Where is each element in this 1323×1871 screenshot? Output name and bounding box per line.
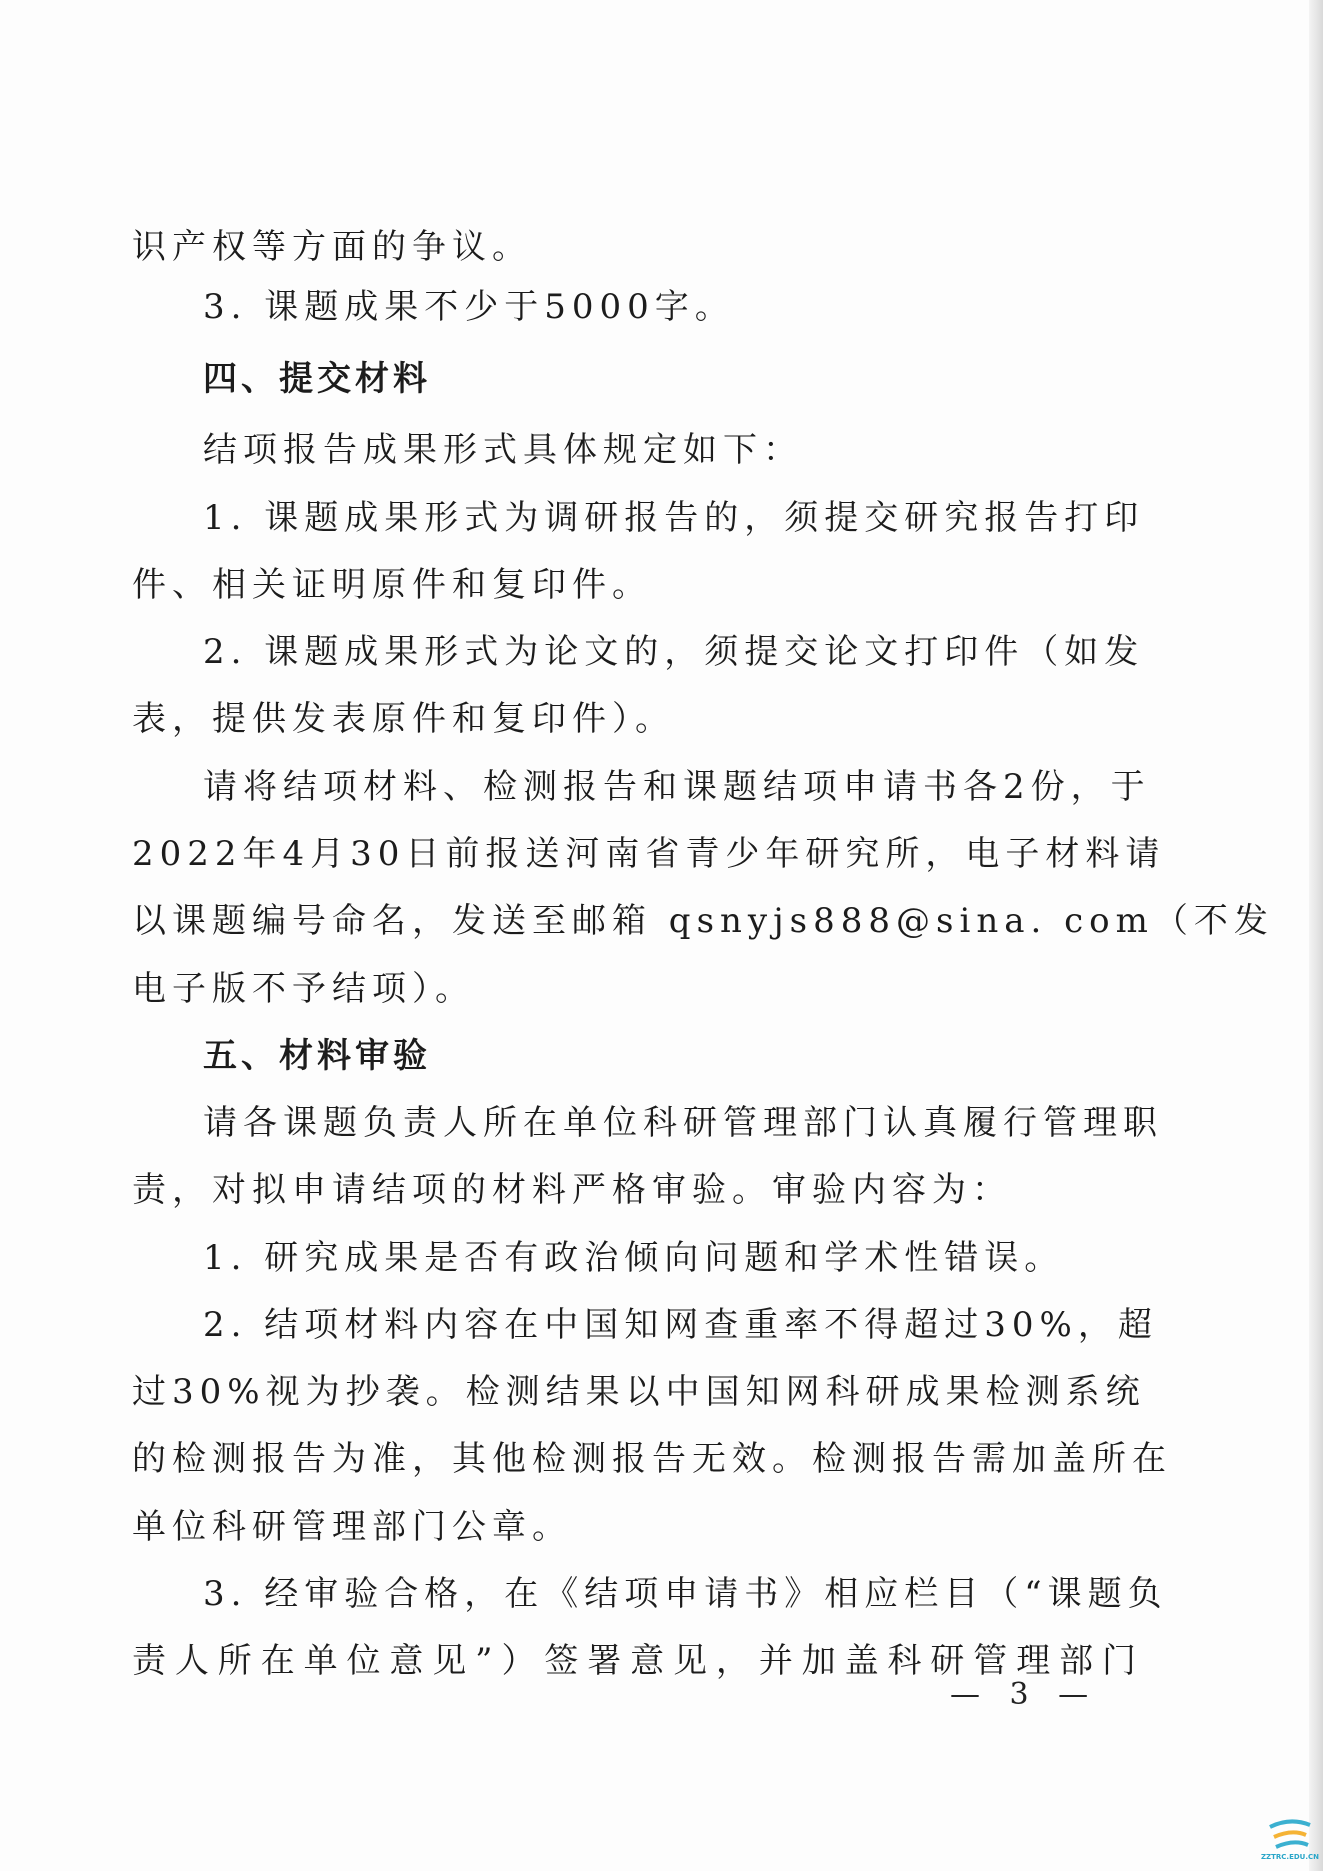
- review-item-2-line-2: 过30%视为抄袭。检测结果以中国知网科研成果检测系统: [132, 1372, 1146, 1412]
- item-1-line-1: 1. 课题成果形式为调研报告的，须提交研究报告打印: [203, 498, 1145, 538]
- review-para-line-2: 责，对拟申请结项的材料严格审验。审验内容为：: [132, 1170, 1012, 1210]
- review-item-2-line-4: 单位科研管理部门公章。: [132, 1507, 572, 1547]
- review-item-2-line-3: 的检测报告为准，其他检测报告无效。检测报告需加盖所在: [132, 1439, 1172, 1479]
- watermark-swirl-icon: [1260, 1815, 1320, 1855]
- review-item-1: 1. 研究成果是否有政治倾向问题和学术性错误。: [203, 1238, 1065, 1278]
- item-2-line-1: 2. 课题成果形式为论文的，须提交论文打印件（如发: [203, 632, 1145, 672]
- submit-para-line-4: 电子版不予结项）。: [132, 969, 475, 1009]
- item-3-words: 3. 课题成果不少于5000字。: [203, 287, 735, 327]
- watermark-text: ZZTRC.EDU.CN: [1260, 1853, 1320, 1861]
- submit-para-line-2: 2022年4月30日前报送河南省青少年研究所，电子材料请: [132, 834, 1166, 874]
- review-item-3-line-2: 责人所在单位意见”）签署意见，并加盖科研管理部门: [132, 1641, 1142, 1681]
- review-item-2-line-1: 2. 结项材料内容在中国知网查重率不得超过30%，超: [203, 1305, 1158, 1345]
- review-para-line-1: 请各课题负责人所在单位科研管理部门认真履行管理职: [203, 1103, 1163, 1143]
- section-heading-5: 五、材料审验: [203, 1036, 431, 1076]
- section-4-intro: 结项报告成果形式具体规定如下：: [203, 430, 803, 470]
- page-number: — 3 —: [950, 1677, 1099, 1712]
- scan-edge-shadow: [1309, 0, 1323, 1871]
- submit-para-line-3: 以课题编号命名，发送至邮箱 qsnyjs888@sina. com（不发: [132, 901, 1274, 941]
- review-item-3-line-1: 3. 经审验合格，在《结项申请书》相应栏目（“课题负: [203, 1574, 1168, 1614]
- item-1-line-2: 件、相关证明原件和复印件。: [132, 565, 652, 605]
- item-2-line-2: 表，提供发表原件和复印件）。: [132, 699, 675, 739]
- section-heading-4: 四、提交材料: [203, 359, 431, 399]
- watermark-logo: [1260, 1815, 1320, 1867]
- para-line-1: 识产权等方面的争议。: [132, 227, 532, 267]
- submit-para-line-1: 请将结项材料、检测报告和课题结项申请书各2份，于: [203, 767, 1151, 807]
